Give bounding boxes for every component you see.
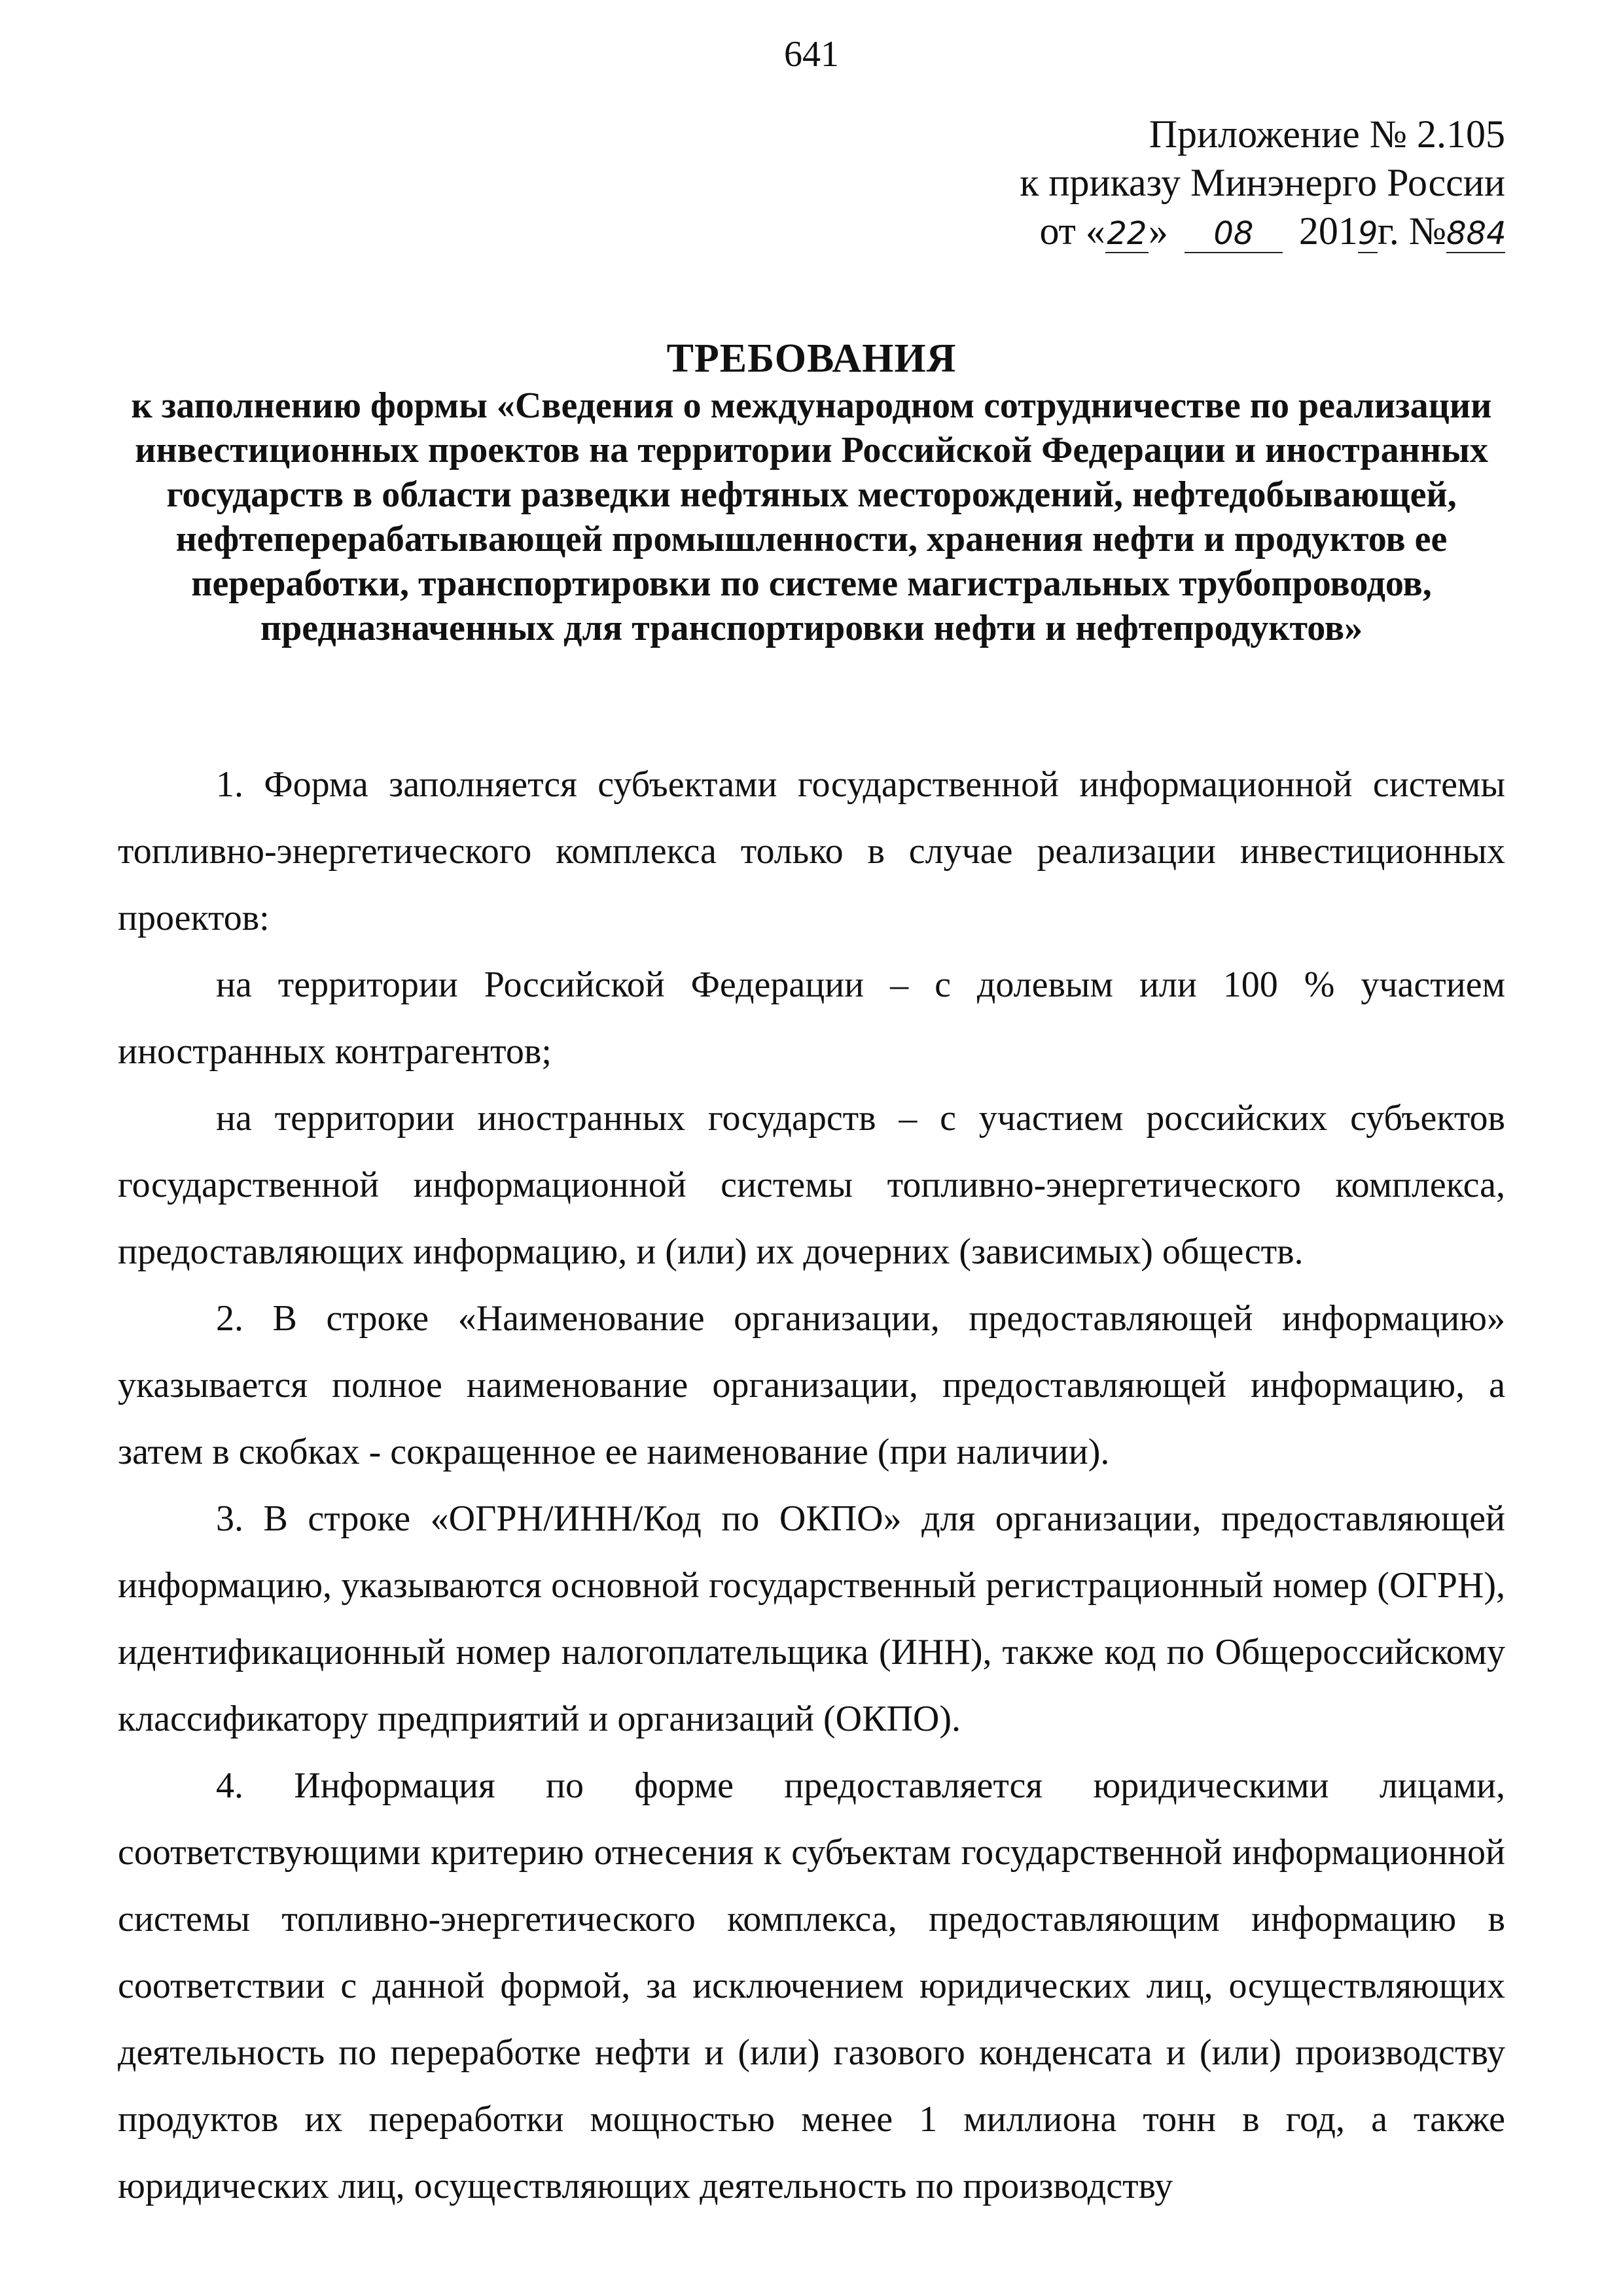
approval-line-order: к приказу Минэнерго России — [1020, 161, 1505, 204]
paragraph-2: на территории Российской Федерации – с долевым или 100 % участием иностранных контрагентов; — [118, 964, 1505, 1072]
year-prefix: 201 — [1298, 209, 1358, 253]
paragraph-5: 3. В строке «ОГРН/ИНН/Код по ОКПО» для организации, предоставляющей информацию, указываются основной государственный регистрационный номер (ОГРН), идентификационный номер налогоплательщика (ИНН), также код по Общероссийскому классификатору предприятий и организаций (ОКПО). — [118, 1498, 1505, 1739]
handwritten-day: 22 — [1105, 215, 1149, 253]
paragraph-6: 4. Информация по форме предоставляется юридическими лицами, соответствующими критерию отнесения к субъектам государственной информационной системы топливно-энергетического комплекса, предоставляющим информацию в соответствии с данной формой, за исключением юридических лиц, осуществляющих деятельность по переработке нефти и (или) газового конденсата и (или) производству продуктов их переработки мощностью менее 1 миллиона тонн в год, а также юридических лиц, осуществляющих деятельность по производству — [118, 1765, 1505, 2206]
date-quote-close: » — [1148, 209, 1168, 253]
year-suffix: г. № — [1377, 209, 1446, 253]
handwritten-month: 08 — [1185, 215, 1283, 253]
date-prefix: от « — [1039, 209, 1105, 253]
document-body — [118, 751, 1505, 2219]
paragraph-3: на территории иностранных государств – с участием российских субъектов государственной информационной системы топливно-энергетического комплекса, предоставляющих информацию, и (или) их дочерних (зависимых) обществ. — [118, 1098, 1505, 1272]
page-number: 641 — [784, 34, 839, 75]
approval-line-date — [916, 207, 1505, 255]
approval-stamp-block — [916, 110, 1505, 255]
paragraph-4: 2. В строке «Наименование организации, предоставляющей информацию» указывается полное наименование организации, предоставляющей информацию, а затем в скобках - сокращенное ее наименование (при наличии). — [118, 1298, 1505, 1472]
document-title: ТРЕБОВАНИЯ — [666, 336, 957, 381]
approval-line-appendix: Приложение № 2.105 — [1149, 113, 1505, 156]
document-subtitle: к заполнению формы «Сведения о международном сотрудничестве по реализации инвестиционных проектов на территории Российской Федерации и иностранных государств в области разведки нефтяных месторождений, нефтедобывающей, нефтеперерабатывающей промышленности, хранения нефти и продуктов ее переработки, транспортировки по системе магистральных трубопроводов, предназначенных для транспортировки нефти и нефтепродуктов» — [131, 385, 1492, 648]
document-heading — [105, 334, 1518, 650]
paragraph-1: 1. Форма заполняется субъектами государственной информационной системы топливно-энергетического комплекса только в случае реализации инвестиционных проектов: — [118, 764, 1505, 938]
handwritten-year-digit: 9 — [1357, 215, 1378, 252]
handwritten-order-number: 884 — [1446, 215, 1507, 252]
